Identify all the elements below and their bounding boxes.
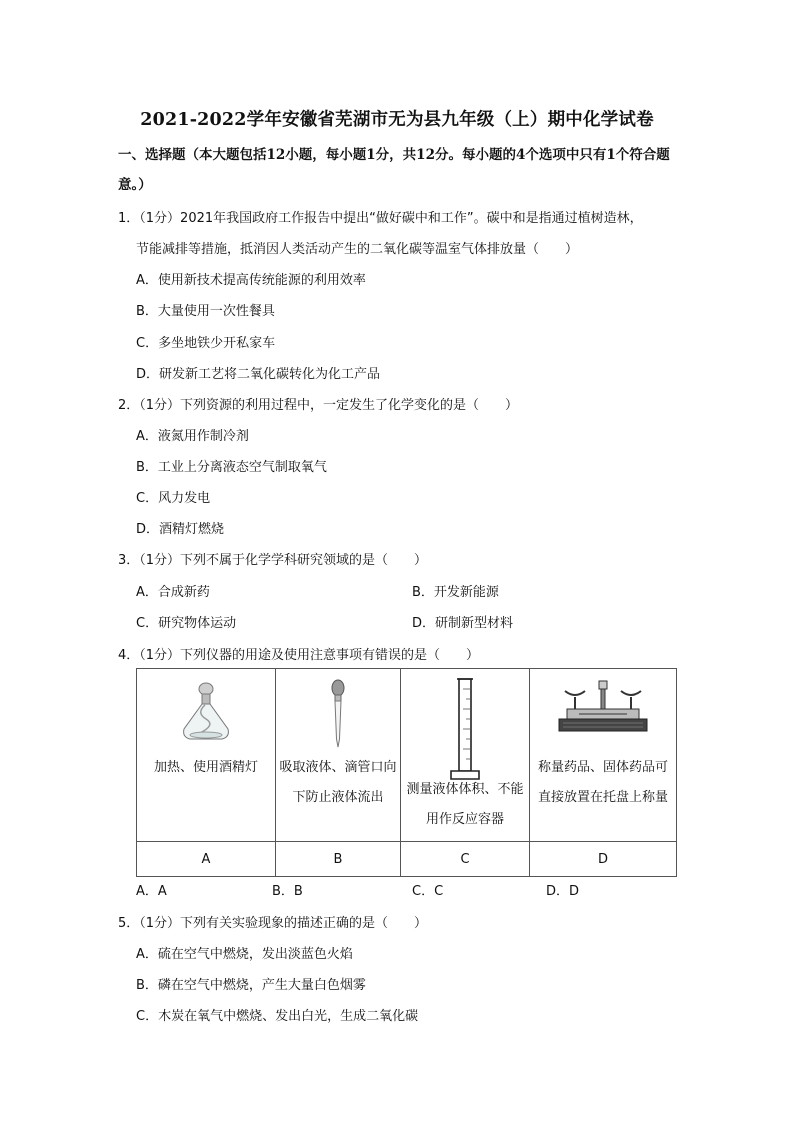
question-3-option-d: D．研制新型材料 <box>412 616 514 631</box>
alcohol-lamp-icon <box>176 677 236 747</box>
question-3-option-c: C．研究物体运动 <box>136 616 237 631</box>
question-5-option-a: A．硫在空气中燃烧，发出淡蓝色火焰 <box>136 947 353 962</box>
question-2-option-d: D．酒精灯燃烧 <box>136 522 225 537</box>
question-4-option-b: B．B <box>272 884 303 899</box>
instrument-letter-a: A <box>137 842 276 877</box>
instrument-cell-b <box>276 669 401 842</box>
instrument-b-text: 吸取液体、滴管口向下防止液体流出 <box>279 760 397 805</box>
question-5-option-c: C．木炭在氧气中燃烧、发出白光，生成二氧化碳 <box>136 1009 419 1024</box>
instrument-c-text: 测量液体体积、不能用作反应容器 <box>406 782 524 827</box>
page-title: 2021-2022学年安徽省芜湖市无为县九年级（上）期中化学试卷 <box>140 110 654 130</box>
question-2-option-b: B．工业上分离液态空气制取氧气 <box>136 460 327 475</box>
instrument-cell-d <box>530 669 677 842</box>
question-1-stem-line1: 1．（1分）2021年我国政府工作报告中提出“做好碳中和工作”。碳中和是指通过植树造林， <box>118 211 643 226</box>
question-1-option-c: C．多坐地铁少开私家车 <box>136 336 276 351</box>
instrument-letter-c: C <box>401 842 530 877</box>
question-5-option-b: B．磷在空气中燃烧，产生大量白色烟雾 <box>136 978 366 993</box>
question-4-option-a: A．A <box>136 884 167 899</box>
question-1-stem-line2: 节能减排等措施，抵消因人类活动产生的二氧化碳等温室气体排放量（ ） <box>136 242 579 257</box>
question-4-option-c: C．C <box>412 884 444 899</box>
instrument-letter-b: B <box>276 842 401 877</box>
balance-scale-icon <box>555 677 651 737</box>
question-2-option-a: A．液氮用作制冷剂 <box>136 429 249 444</box>
question-4-stem: 4．（1分）下列仪器的用途及使用注意事项有错误的是（ ） <box>118 648 480 663</box>
question-1-option-a: A．使用新技术提高传统能源的利用效率 <box>136 273 366 288</box>
question-3-option-a: A．合成新药 <box>136 585 210 600</box>
graduated-cylinder-icon <box>445 675 485 787</box>
dropper-icon <box>323 677 353 749</box>
question-3-option-b: B．开发新能源 <box>412 585 499 600</box>
question-4-option-d: D．D <box>546 884 580 899</box>
question-3-stem: 3．（1分）下列不属于化学学科研究领域的是（ ） <box>118 553 428 568</box>
question-1-option-b: B．大量使用一次性餐具 <box>136 304 275 319</box>
question-2-option-c: C．风力发电 <box>136 491 211 506</box>
instrument-d-text: 称量药品、固体药品可直接放置在托盘上称量 <box>537 760 668 805</box>
section-heading: 一、选择题（本大题包括12小题，每小题1分，共12分。每小题的4个选项中只有1个符合题意。） <box>118 147 670 193</box>
instrument-a-text: 加热、使用酒精灯 <box>153 760 258 775</box>
instrument-cell-c <box>401 669 530 842</box>
instrument-cell-a <box>137 669 276 842</box>
instrument-table <box>136 668 677 877</box>
question-5-stem: 5．（1分）下列有关实验现象的描述正确的是（ ） <box>118 916 428 931</box>
question-2-stem: 2．（1分）下列资源的利用过程中，一定发生了化学变化的是（ ） <box>118 398 519 413</box>
question-1-option-d: D．研发新工艺将二氧化碳转化为化工产品 <box>136 367 381 382</box>
instrument-letter-d: D <box>530 842 677 877</box>
